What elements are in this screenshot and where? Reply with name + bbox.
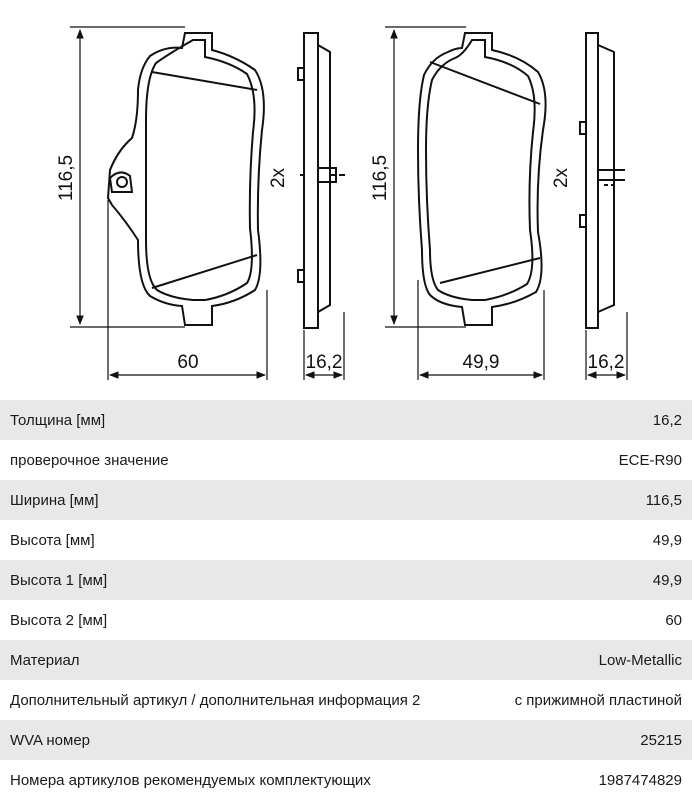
pad-2-height-label: 116,5 <box>370 154 391 202</box>
spec-value: с прижимной пластиной <box>514 691 682 709</box>
spec-value: 49,9 <box>652 571 682 589</box>
brake-pad-2-outline <box>418 33 546 325</box>
spec-row-additional-info <box>0 680 692 720</box>
spec-label: Номера артикулов рекомендуемых комплектующих <box>10 771 371 789</box>
spec-row-height-1 <box>0 560 692 600</box>
spec-row-width <box>0 480 692 520</box>
specs-table <box>0 400 692 800</box>
spec-label: WVA номер <box>10 731 91 749</box>
spec-label: проверочное значение <box>10 451 169 469</box>
side-1-count-label: 2x <box>268 167 289 189</box>
spec-row-recommended-parts <box>0 760 692 800</box>
brake-pad-1-outline <box>108 33 264 325</box>
spec-value: 60 <box>665 611 682 629</box>
spec-label: Толщина [мм] <box>10 411 106 429</box>
spec-label: Ширина [мм] <box>10 491 99 509</box>
side-2-thickness-label: 16,2 <box>587 352 625 373</box>
spec-label: Высота 2 [мм] <box>10 611 108 629</box>
spec-label: Высота [мм] <box>10 531 95 549</box>
spec-value: 1987474829 <box>598 771 682 789</box>
side-1-thickness-label: 16,2 <box>305 352 343 373</box>
brake-pad-1-side-view <box>298 33 345 328</box>
spec-value: 16,2 <box>652 411 682 429</box>
spec-row-height <box>0 520 692 560</box>
spec-value: ECE-R90 <box>618 451 682 469</box>
spec-label: Высота 1 [мм] <box>10 571 108 589</box>
spec-label: Дополнительный артикул / дополнительная информация 2 <box>10 691 421 709</box>
pad-2-width-label: 49,9 <box>462 352 500 373</box>
spec-row-material <box>0 640 692 680</box>
spec-value: 116,5 <box>645 491 682 509</box>
spec-row-wva-number <box>0 720 692 760</box>
spec-row-test-value <box>0 440 692 480</box>
spec-value: 25215 <box>640 731 682 749</box>
spec-value: 49,9 <box>652 531 682 549</box>
spec-row-thickness <box>0 400 692 440</box>
brake-pad-2-side-view <box>580 33 625 328</box>
pad-1-width-label: 60 <box>177 352 199 373</box>
pad-1-height-label: 116,5 <box>56 154 77 202</box>
side-2-count-label: 2x <box>551 167 572 189</box>
pad-1-height-dimension <box>70 27 185 327</box>
spec-value: Low-Metallic <box>598 651 682 669</box>
spec-label: Материал <box>10 651 80 669</box>
spec-row-height-2 <box>0 600 692 640</box>
